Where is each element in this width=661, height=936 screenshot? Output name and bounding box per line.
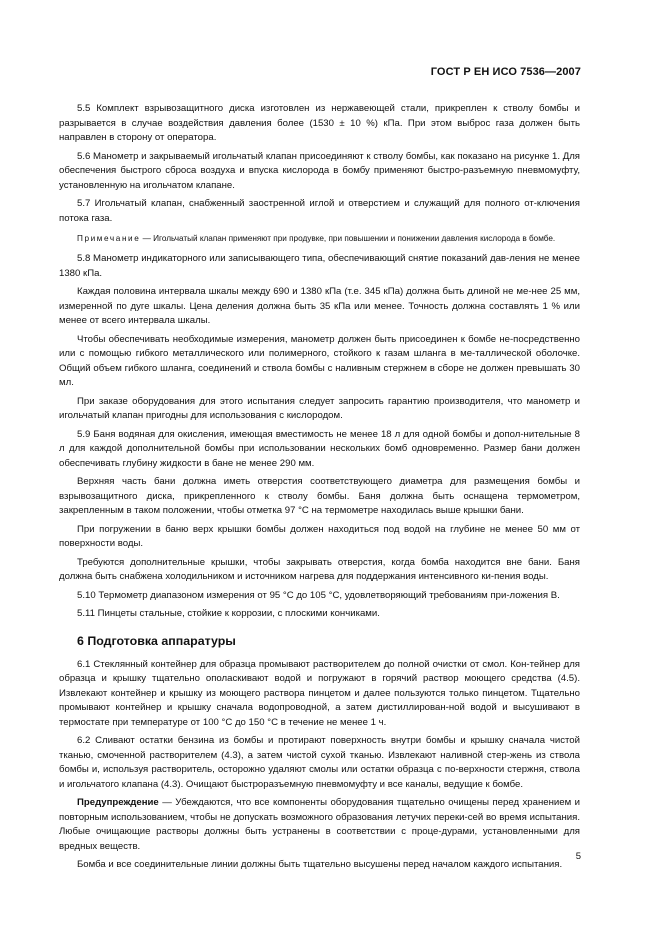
paragraph-scale-interval: Каждая половина интервала шкалы между 690 и 1380 кПа (т.е. 345 кПа) должна быть длиной не ме-нее 25 мм, измеренной по дуге шкалы. Цена деления должна быть 35 кПа или менее. Точность должна составлять 1 % или менее от всего интервала шкалы. (59, 286, 580, 326)
paragraph-5-7: 5.7 Игольчатый клапан, снабженный заостренной иглой и отверстием и служащий для полного от-ключения потока газа. (59, 198, 580, 224)
paragraph-5-8: 5.8 Манометр индикаторного или записывающего типа, обеспечивающий снятие показаний дав-ления не менее 1380 кПа. (59, 253, 580, 279)
page-number: 5 (575, 851, 581, 862)
note-text: — Игольчатый клапан применяют при продувке, при повышении и понижении давления кислорода в бомбе. (142, 234, 556, 243)
paragraph-5-5: 5.5 Комплект взрывозащитного диска изготовлен из нержавеющей стали, прикреплен к стволу бомбы и разрывается в случае воздействия давления более (1530 ± 10 %) кПа. При этом выброс газа должен быть направлен в сторону от оператора. (59, 103, 580, 143)
paragraph-5-9: 5.9 Баня водяная для окисления, имеющая вместимость не менее 18 л для одной бомбы и допол-нительные 8 л для каждой дополнительной бомбы при использовании нескольких бомб одновременно. Размер бани должен обеспечивать глубину жидкости в бане не менее 290 мм. (59, 428, 580, 469)
document-body (59, 98, 580, 873)
paragraph-5-11: 5.11 Пинцеты стальные, стойкие к коррозии, с плоскими кончиками. (77, 608, 380, 619)
warning-paragraph (59, 796, 580, 854)
paragraph-final-drying: Бомба и все соединительные линии должны быть тщательно высушены перед началом каждого испытания. (77, 859, 563, 870)
paragraph-5-6: 5.6 Манометр и закрываемый игольчатый клапан присоединяют к стволу бомбы, как показано на рисунке 1. Для обеспечения быстрого сброса воздуха и впуска кислорода в бомбу применяют быстро-разъемную пневмомуфту, установленную на игольчатом клапане. (59, 150, 580, 191)
paragraph-6-2: 6.2 Сливают остатки бензина из бомбы и протирают поверхность внутри бомбы и крышку сначала чистой тканью, смоченной растворителем (4.3), а затем чистой сухой тканью. Извлекают наливной стер-жень из ствола бомбы и, используя растворитель, осторожно удаляют смолы или остатки образца с по-верхности стержня, ствола и игольчатого клапана (4.3). Очищают быстроразъемную пневмомуфту и все каналы, ведущие к бомбе. (59, 735, 580, 790)
note-label: Примечание (77, 234, 141, 243)
paragraph-bath-covers: Требуются дополнительные крышки, чтобы закрывать отверстия, когда бомба находится вне бани. Баня должна быть снабжена холодильником и источником нагрева для поддержания интенсивного ки-пения воды. (59, 556, 580, 582)
paragraph-manufacturer-guarantee: При заказе оборудования для этого испытания следует запросить гарантию производителя, что манометр и игольчатый клапан пригодны для использования с кислородом. (59, 395, 580, 421)
paragraph-bath-immersion: При погружении в баню верх крышки бомбы должен находиться под водой на глубине не менее 50 мм от поверхности воды. (59, 523, 580, 549)
warning-text: — Убеждаются, что все компоненты оборудования тщательно очищены перед хранением и повторным использованием, чтобы не допускать возможного образования летучих переки-сей во время испытания. Любые очищающие растворы должны быть устранены в соответствии с проце-дурами, установленными для вредных веществ. (59, 797, 580, 852)
paragraph-manometer-connection: Чтобы обеспечивать необходимые измерения, манометр должен быть присоединен к бомбе не-посредственно или с помощью гибкого металлического или полимерного, стойкого к газам шланга в ме-таллической оболочке. Общий объем гибкого шланга, соединений и ствола бомбы с наливным стержнем в сборе не должен превышать 30 мл. (59, 333, 580, 388)
document-code-header: ГОСТ Р ЕН ИСО 7536—2007 (430, 66, 581, 78)
note-paragraph (59, 232, 580, 245)
warning-label: Предупреждение (77, 797, 159, 808)
paragraph-bath-top: Верхняя часть бани должна иметь отверстия соответствующего диаметра для размещения бомбы и взрывозащитного диска, прикрепленного к стволу бомбы. Баня должна быть оснащена термометром, закрепленным в таком положении, чтобы отметка 97 °С на термометре находилась выше крышки бани. (59, 476, 580, 516)
paragraph-5-10: 5.10 Термометр диапазоном измерения от 95 °С до 105 °С, удовлетворяющий требованиям при-ложения В. (77, 589, 560, 601)
paragraph-6-1: 6.1 Стеклянный контейнер для образца промывают растворителем до полной очистки от смол. Кон-тейнер для образца и крышку тщательно ополаскивают водой и погружают в горячий раствор моющего средства (4.5). Извлекают контейнер и крышку из моющего раствора пинцетом и далее пользуются только пинцетом. Тщательно промывают контейнер и крышку сначала водопроводной, а затем дистиллирован-ной водой и высушивают в термостате при температуре от 100 °С до 150 °С в течение не менее 1 ч. (59, 658, 580, 728)
section-heading: 6 Подготовка аппаратуры (77, 633, 236, 648)
